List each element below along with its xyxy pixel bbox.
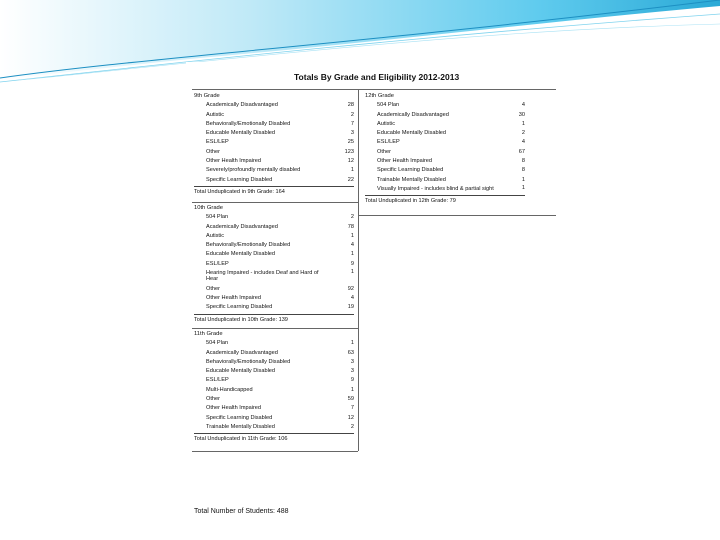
table-row: Visually Impaired - includes blind & partial sight 1 [377,184,525,192]
table-row: Other Health Impaired 8 [377,158,525,165]
table-row: Autistic 1 [377,120,525,127]
table-row: Specific Learning Disabled 8 [377,167,525,174]
grade-section-9th [194,92,354,197]
table-row: Other Health Impaired 7 [206,405,354,412]
column-divider [358,89,359,451]
table-row: Behaviorally/Emotionally Disabled 4 [206,242,354,249]
table-row: Behaviorally/Emotionally Disabled 3 [206,358,354,365]
table-row: Educable Mentally Disabled 2 [377,130,525,137]
table-row: 504 Plan 4 [377,102,525,109]
table-row: Educable Mentally Disabled 3 [206,130,354,137]
section-divider [358,215,556,216]
grade-total: Total Unduplicated in 12th Grade: 79 [365,195,525,206]
table-row: ESL/LEP 25 [206,139,354,146]
table-row: ESL/LEP 4 [377,139,525,146]
table-row: Trainable Mentally Disabled 1 [377,176,525,183]
grade-heading: 10th Grade [194,205,224,211]
table-row: Trainable Mentally Disabled 2 [206,423,354,430]
table-row: Behaviorally/Emotionally Disabled 7 [206,120,354,127]
grade-total: Total Unduplicated in 10th Grade: 139 [194,314,354,325]
table-row: Severely/profoundly mentally disabled 1 [206,167,354,174]
table-row: Educable Mentally Disabled 1 [206,251,354,258]
grade-total: Total Unduplicated in 9th Grade: 164 [194,186,354,197]
table-row: Academically Disadvantaged 63 [206,349,354,356]
table-row: Autistic 1 [206,232,354,239]
table-row: Specific Learning Disabled 19 [206,304,354,311]
table-row: Academically Disadvantaged 78 [206,223,354,230]
grade-heading: 11th Grade [194,331,223,337]
table-row: 504 Plan 1 [206,340,354,347]
table-row: ESL/LEP 9 [206,260,354,267]
report-document [186,62,566,540]
table-row: Other 123 [206,148,354,155]
table-row: Other Health Impaired 4 [206,295,354,302]
report-title: Totals By Grade and Eligibility 2012-2013 [294,72,460,82]
table-rule [192,89,556,90]
table-row: 504 Plan 2 [206,214,354,221]
table-row: Academically Disadvantaged 30 [377,111,525,118]
section-divider [192,202,358,203]
table-row: Specific Learning Disabled 22 [206,176,354,183]
table-row: Multi-Handicapped 1 [206,386,354,393]
table-row: Other Health Impaired 12 [206,158,354,165]
table-row: Other 92 [206,285,354,292]
table-row: Academically Disadvantaged 28 [206,102,354,109]
grade-section-12th [365,92,525,207]
grade-total: Total Unduplicated in 11th Grade: 106 [194,433,354,444]
table-row: Educable Mentally Disabled 3 [206,368,354,375]
grade-section-10th [194,204,354,325]
grade-heading: 9th Grade [194,93,220,99]
table-row: Other 59 [206,396,354,403]
table-row: Other 67 [377,148,525,155]
grade-section-11th [194,330,354,445]
table-row: Specific Learning Disabled 12 [206,414,354,421]
grade-heading: 12th Grade [365,93,395,99]
grand-total: Total Number of Students: 488 [194,508,289,515]
section-divider [192,451,358,452]
table-row: Autistic 2 [206,111,354,118]
table-row: Hearing Impaired - includes Deaf and Hard of Hear 1 [206,269,354,283]
table-row: ESL/LEP 9 [206,377,354,384]
section-divider [192,328,358,329]
